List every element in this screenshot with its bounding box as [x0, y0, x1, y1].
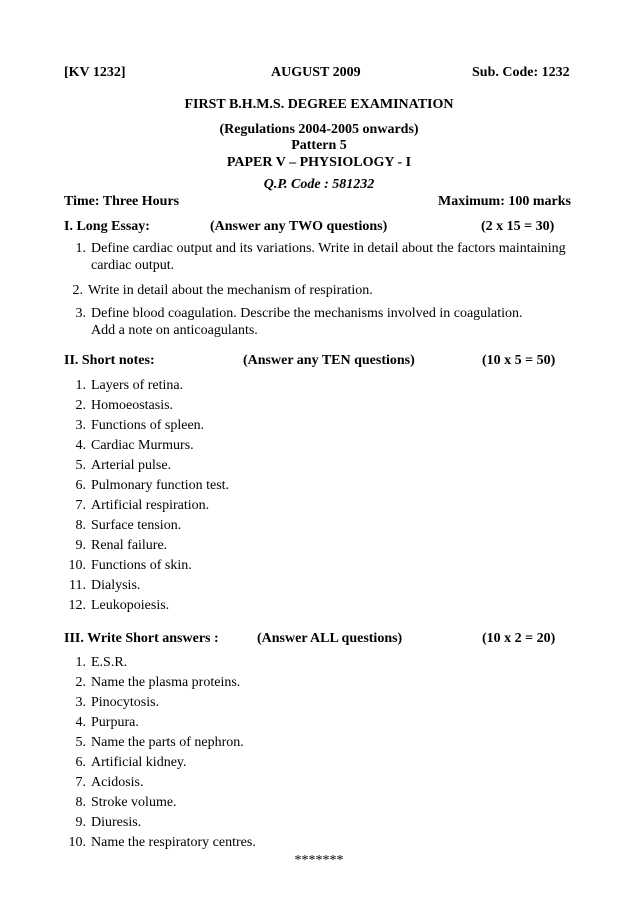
list-item [0, 794, 638, 812]
item-text: Pinocytosis. [91, 695, 160, 710]
item-number: 6. [75, 478, 86, 493]
item-text: Name the plasma proteins. [91, 675, 241, 690]
item-number: 11. [69, 578, 86, 593]
max-marks: Maximum: 100 marks [438, 194, 571, 209]
list-item [0, 377, 638, 395]
item-text: Cardiac Murmurs. [91, 438, 194, 453]
item-number: 3. [75, 306, 86, 321]
item-text: Functions of skin. [91, 558, 192, 573]
section-1-marks: (2 x 15 = 30) [481, 219, 555, 234]
list-item [0, 577, 638, 595]
list-item [0, 457, 638, 475]
list-item [0, 517, 638, 535]
item-number: 2. [75, 675, 86, 690]
item-number: 3. [75, 418, 86, 433]
item-number: 1. [75, 241, 86, 256]
item-number: 2. [75, 398, 86, 413]
item-number: 9. [75, 815, 86, 830]
item-text: Leukopoiesis. [91, 598, 170, 613]
header-row [0, 64, 638, 82]
item-text: Acidosis. [91, 775, 144, 790]
item-number: 5. [75, 458, 86, 473]
item-text: Diuresis. [91, 815, 142, 830]
section-1-header [0, 218, 638, 236]
item-text: cardiac output. [91, 258, 175, 273]
list-item [0, 714, 638, 732]
list-item [0, 597, 638, 615]
item-text: Arterial pulse. [91, 458, 172, 473]
section-2-marks: (10 x 5 = 50) [482, 353, 556, 368]
item-text: Layers of retina. [91, 378, 184, 393]
list-item [0, 694, 638, 712]
item-text: Stroke volume. [91, 795, 177, 810]
item-text: Define blood coagulation. Describe the mechanisms involved in coagulation. [91, 306, 523, 321]
list-item [0, 497, 638, 515]
list-item [0, 305, 638, 323]
item-text: Homoeostasis. [91, 398, 174, 413]
item-number: 10. [68, 835, 86, 850]
section-3-title: III. Write Short answers : [64, 631, 219, 646]
list-item [0, 674, 638, 692]
item-number: 4. [75, 715, 86, 730]
list-item-continuation [0, 322, 638, 340]
item-number: 2. [72, 283, 83, 298]
sub-code: Sub. Code: 1232 [472, 65, 570, 80]
item-text: Pulmonary function test. [91, 478, 230, 493]
item-text: E.S.R. [91, 655, 128, 670]
list-item [0, 240, 638, 258]
list-item [0, 834, 638, 852]
item-number: 7. [75, 775, 86, 790]
list-item [0, 437, 638, 455]
section-3-marks: (10 x 2 = 20) [482, 631, 556, 646]
section-2-title: II. Short notes: [64, 353, 155, 368]
section-3-header [0, 630, 638, 648]
list-item [0, 557, 638, 575]
item-number: 3. [75, 695, 86, 710]
item-text: Write in detail about the mechanism of respiration. [88, 283, 373, 298]
item-number: 1. [75, 655, 86, 670]
list-item-continuation [0, 257, 638, 275]
item-number: 8. [75, 518, 86, 533]
exam-time: Time: Three Hours [64, 194, 180, 209]
item-number: 5. [75, 735, 86, 750]
section-2-header [0, 352, 638, 370]
item-number: 4. [75, 438, 86, 453]
list-item [0, 397, 638, 415]
item-text: Add a note on anticoagulants. [91, 323, 258, 338]
list-item [0, 754, 638, 772]
list-item [0, 654, 638, 672]
time-marks-row [0, 193, 638, 211]
section-3-instruction: (Answer ALL questions) [257, 631, 403, 646]
pattern: Pattern 5 [291, 138, 347, 153]
item-text: Artificial respiration. [91, 498, 210, 513]
item-number: 9. [75, 538, 86, 553]
item-text: Surface tension. [91, 518, 182, 533]
list-item [0, 537, 638, 555]
exam-title: FIRST B.H.M.S. DEGREE EXAMINATION [184, 97, 454, 112]
list-item [0, 814, 638, 832]
list-item [0, 477, 638, 495]
paper-code: [KV 1232] [64, 65, 126, 80]
item-number: 12. [68, 598, 86, 613]
item-number: 1. [75, 378, 86, 393]
section-1-instruction: (Answer any TWO questions) [210, 219, 388, 234]
item-text: Purpura. [91, 715, 139, 730]
section-1-title: I. Long Essay: [64, 219, 150, 234]
list-item [0, 774, 638, 792]
regulations: (Regulations 2004-2005 onwards) [219, 122, 419, 137]
item-text: Renal failure. [91, 538, 168, 553]
item-text: Artificial kidney. [91, 755, 187, 770]
item-text: Name the parts of nephron. [91, 735, 244, 750]
item-number: 7. [75, 498, 86, 513]
paper-title: PAPER V – PHYSIOLOGY - I [226, 155, 412, 170]
item-number: 10. [68, 558, 86, 573]
item-text: Functions of spleen. [91, 418, 205, 433]
item-number: 8. [75, 795, 86, 810]
item-text: Dialysis. [91, 578, 141, 593]
qp-code: Q.P. Code : 581232 [263, 177, 375, 192]
list-item [0, 734, 638, 752]
section-2-instruction: (Answer any TEN questions) [243, 353, 415, 368]
list-item [0, 282, 638, 300]
exam-month: AUGUST 2009 [271, 65, 361, 80]
list-item [0, 417, 638, 435]
item-number: 6. [75, 755, 86, 770]
item-text: Define cardiac output and its variations. Write in detail about the factors maintaining [91, 241, 566, 256]
item-text: Name the respiratory centres. [91, 835, 256, 850]
end-stars: ******* [294, 853, 344, 868]
